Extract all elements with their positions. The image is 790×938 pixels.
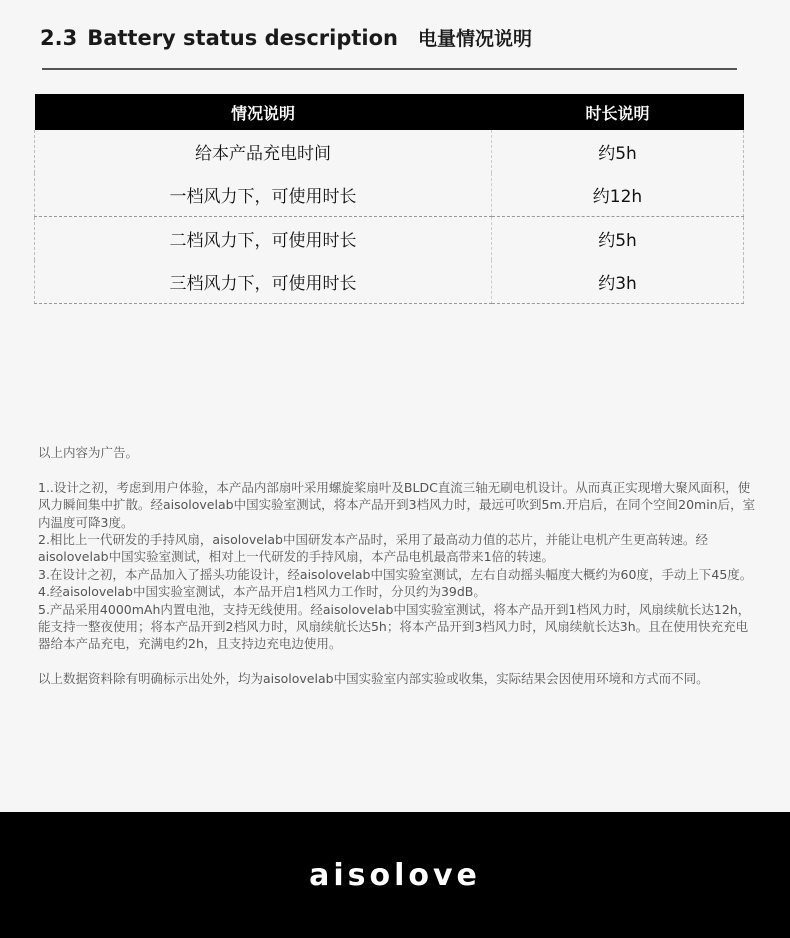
section-heading xyxy=(40,24,532,51)
cell-situation: 二档风力下，可使用时长 xyxy=(35,217,492,261)
note-item-1: 1..设计之初，考虑到用户体验，本产品内部扇叶采用螺旋桨扇叶及BLDC直流三轴无刷电机设计。从而真正实现增大聚风面积，使风力瞬间集中扩散。经aisolovelab中国实验室测试，将本产品开到3档风力时，最远可吹到5m.开启后，在同个空间20min后，室内温度可降3度。 xyxy=(38,479,756,530)
table-row xyxy=(35,173,744,217)
table-header-row xyxy=(35,94,744,130)
notes-intro: 以上内容为广告。 xyxy=(38,445,139,460)
header-situation: 情况说明 xyxy=(35,94,492,130)
heading-divider xyxy=(42,68,737,70)
section-number: 2.3 xyxy=(40,26,78,50)
table-row xyxy=(35,260,744,304)
footer-bar xyxy=(0,812,790,938)
header-duration: 时长说明 xyxy=(492,94,744,130)
note-item-5: 5.产品采用4000mAh内置电池，支持无线使用。经aisolovelab中国实验室测试，将本产品开到1档风力时，风扇续航长达12h，能支持一整夜使用；将本产品开到2档风力时，风扇续航长达5h；将本产品开到3档风力时，风扇续航长达3h。且在使用快充充电器给本产品充电，充满电约2h，且支持边充电边使用。 xyxy=(38,601,751,652)
section-title-cn: 电量情况说明 xyxy=(418,28,533,50)
table-row xyxy=(35,130,744,173)
section-title-en: Battery status description xyxy=(87,26,398,50)
battery-table xyxy=(34,94,744,304)
cell-duration: 约12h xyxy=(492,173,744,217)
note-item-4: 4.经aisolovelab中国实验室测试，本产品开启1档风力工作时，分贝约为39dB。 xyxy=(38,584,486,600)
notes-disclaimer: 以上数据资料除有明确标示出处外，均为aisolovelab中国实验室内部实验或收集，实际结果会因使用环境和方式而不同。 xyxy=(38,671,709,687)
note-item-2: 2.相比上一代研发的手持风扇，aisolovelab中国研发本产品时，采用了最高动力值的芯片，并能让电机产生更高转速。经aisolovelab中国实验室测试，相对上一代研发的手持风扇，本产品电机最高带来1倍的转速。 xyxy=(38,532,708,565)
brand-logo: aisolove xyxy=(309,858,481,893)
table-row xyxy=(35,217,744,261)
disclaimer-notes xyxy=(38,444,756,688)
note-item-3: 3.在设计之初，本产品加入了摇头功能设计，经aisolovelab中国实验室测试，左右自动摇头幅度大概约为60度，手动上下45度。 xyxy=(38,566,753,582)
cell-situation: 给本产品充电时间 xyxy=(35,130,492,173)
cell-duration: 约3h xyxy=(492,260,744,304)
cell-duration: 约5h xyxy=(492,130,744,173)
cell-situation: 一档风力下，可使用时长 xyxy=(35,173,492,217)
cell-situation: 三档风力下，可使用时长 xyxy=(35,260,492,304)
cell-duration: 约5h xyxy=(492,217,744,261)
